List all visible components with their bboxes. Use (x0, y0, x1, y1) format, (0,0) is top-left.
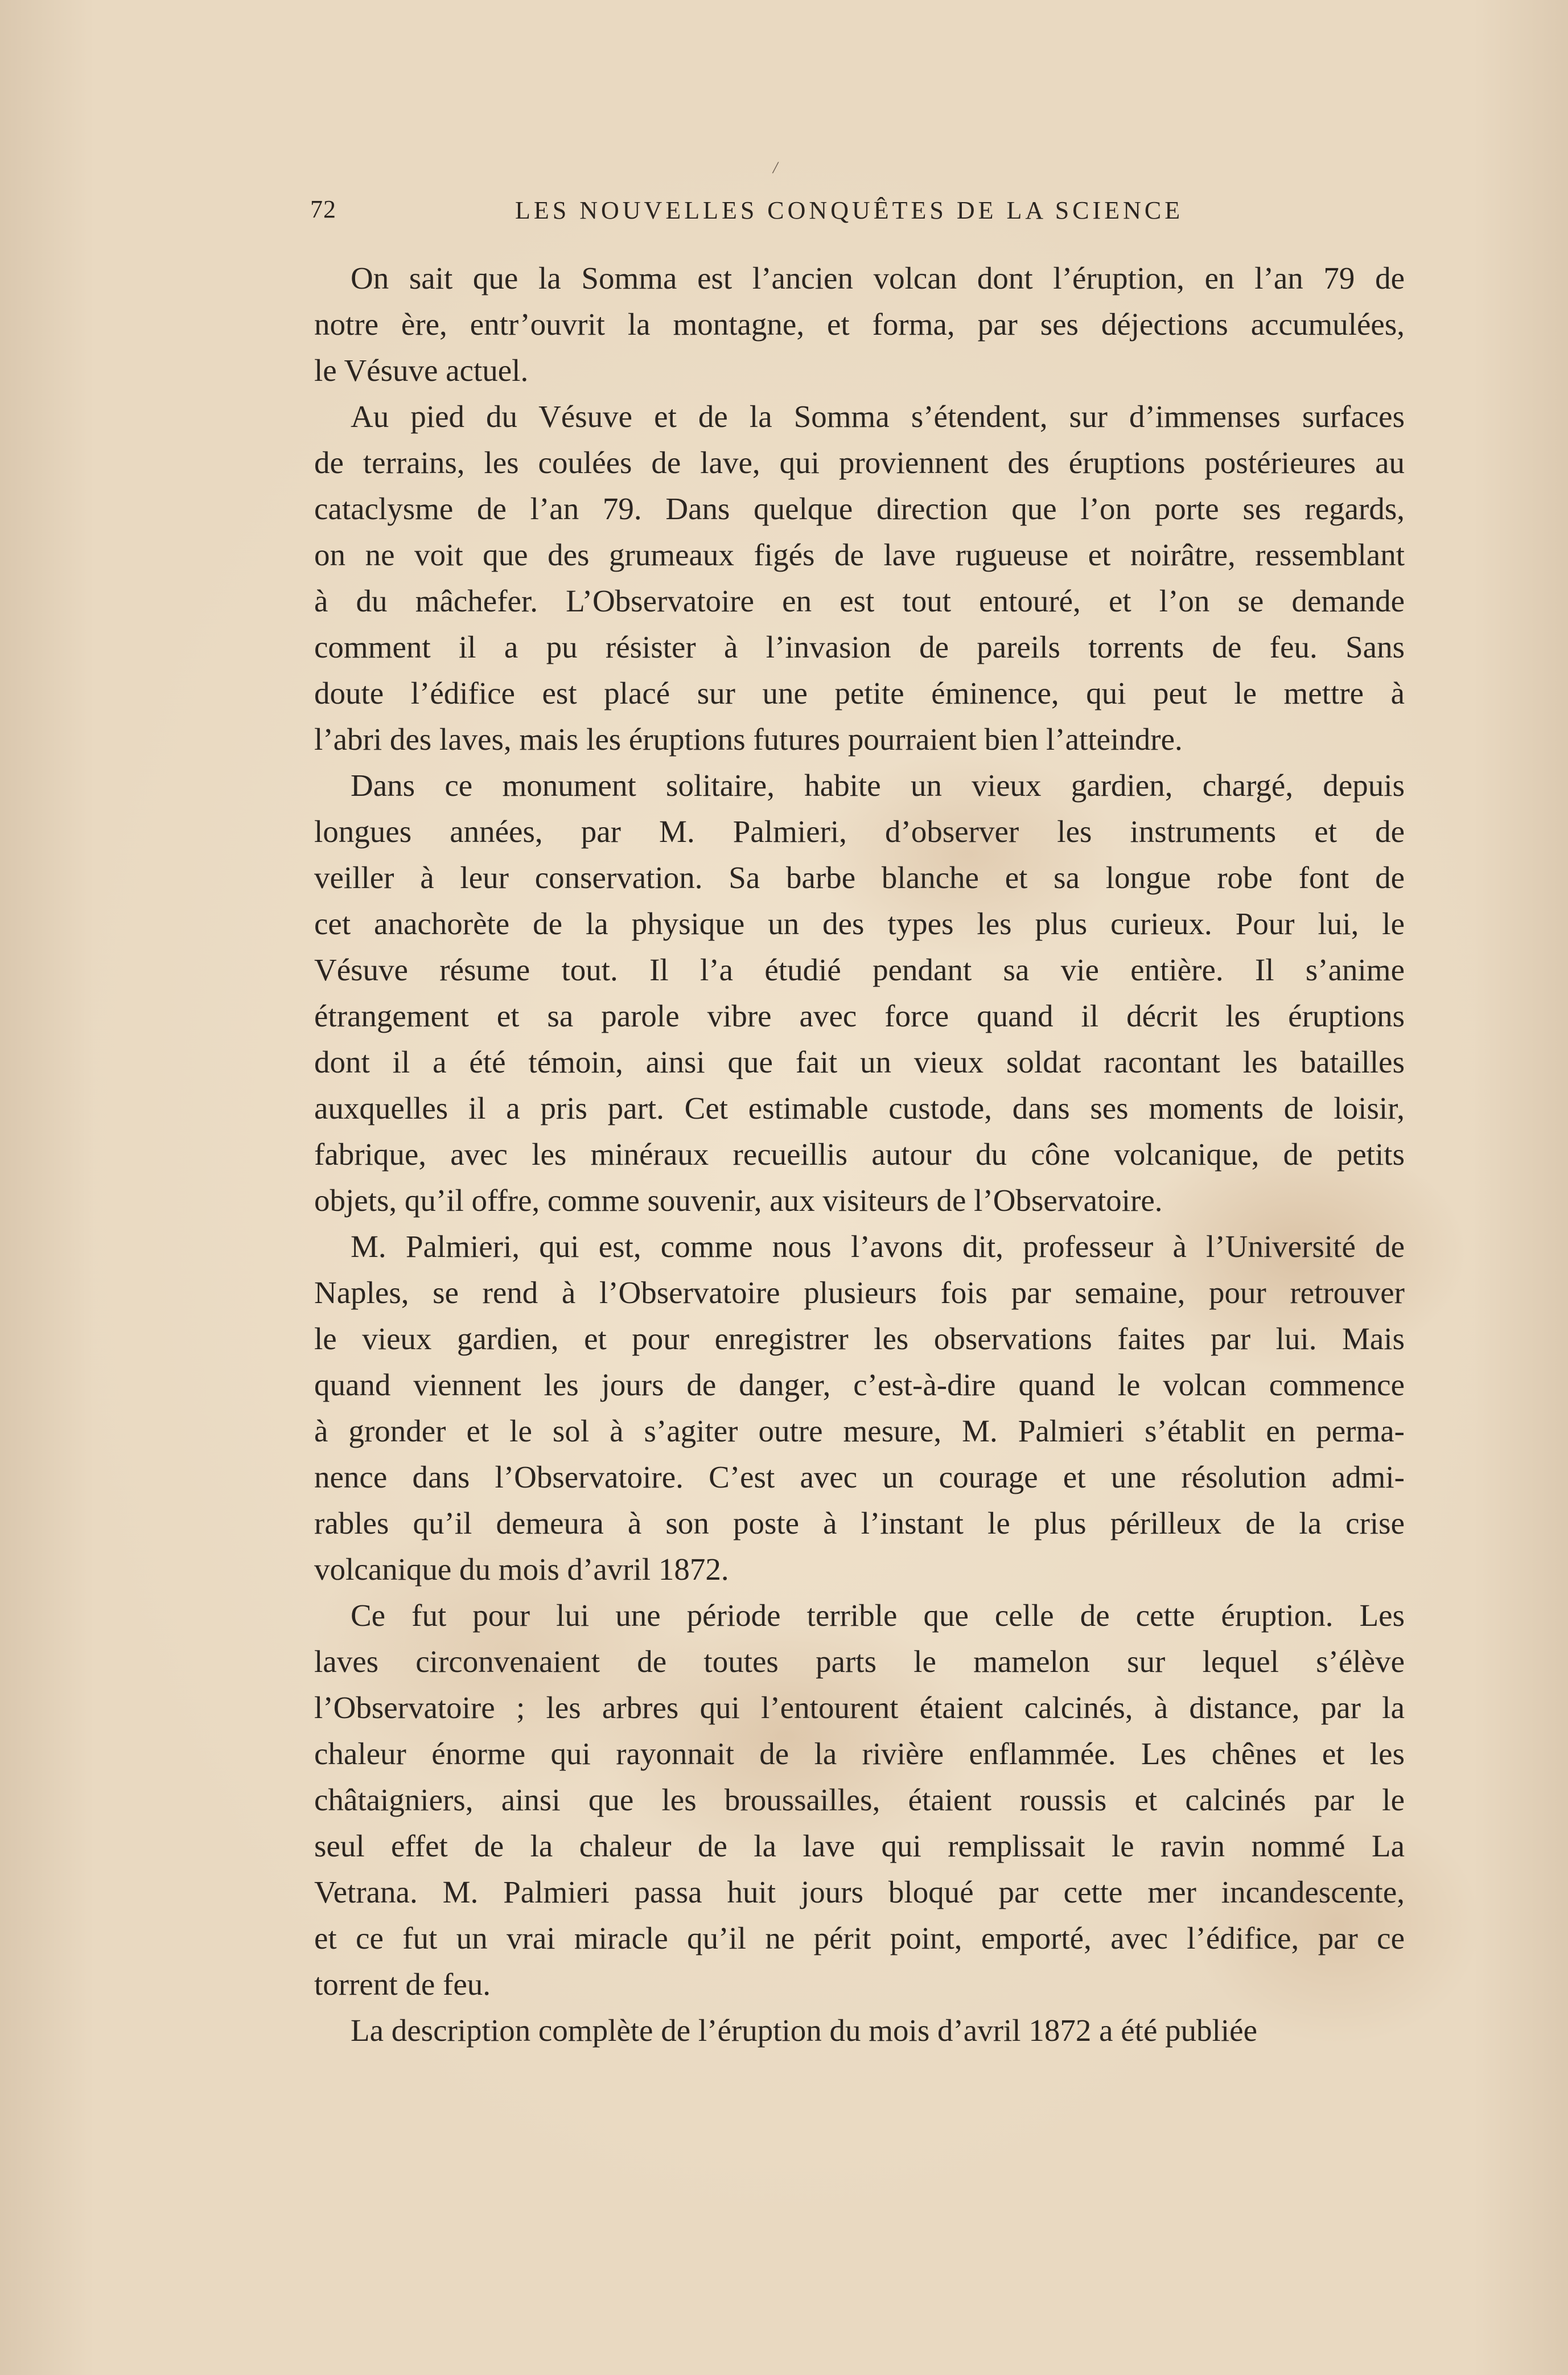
text-line: Naples, se rend à l’Observatoire plusieurs fois par semaine, pour retrouver (314, 1275, 1405, 1310)
text-line: Ce fut pour lui une période terrible que celle de cette éruption. Les (351, 1598, 1405, 1633)
text-line: Vésuve résume tout. Il l’a étudié pendant sa vie entière. Il s’anime (314, 952, 1405, 987)
body-text (314, 255, 1405, 2053)
text-line: on ne voit que des grumeaux figés de lave rugueuse et noirâtre, ressemblant (314, 537, 1405, 572)
paragraph (314, 255, 1405, 393)
text-line: Vetrana. M. Palmieri passa huit jours bloqué par cette mer incandescente, (314, 1875, 1405, 1909)
text-line: rables qu’il demeura à son poste à l’instant le plus périlleux de la crise (314, 1506, 1405, 1540)
paragraph (314, 1223, 1405, 1592)
running-head: LES NOUVELLES CONQUÊTES DE LA SCIENCE (515, 196, 1184, 224)
text-line: longues années, par M. Palmieri, d’observer les instruments et de (314, 814, 1405, 849)
text-line: torrent de feu. (314, 1967, 491, 2002)
text-line: La description complète de l’éruption du mois d’avril 1872 a été publiée (351, 2013, 1257, 2048)
text-line: cet anachorète de la physique un des types les plus curieux. Pour lui, le (314, 906, 1405, 941)
text-line: objets, qu’il offre, comme souvenir, aux visiteurs de l’Observatoire. (314, 1183, 1163, 1218)
text-line: laves circonvenaient de toutes parts le mamelon sur lequel s’élève (314, 1644, 1405, 1679)
text-line: fabrique, avec les minéraux recueillis autour du cône volcanique, de petits (314, 1137, 1405, 1172)
text-line: auxquelles il a pris part. Cet estimable custode, dans ses moments de loisir, (314, 1091, 1405, 1125)
text-line: volcanique du mois d’avril 1872. (314, 1552, 729, 1587)
text-line: On sait que la Somma est l’ancien volcan dont l’éruption, en l’an 79 de (351, 261, 1405, 295)
text-line: M. Palmieri, qui est, comme nous l’avons dit, professeur à l’Université de (351, 1229, 1405, 1264)
paragraph (314, 762, 1405, 1223)
text-line: à gronder et le sol à s’agiter outre mesure, M. Palmieri s’établit en perma- (314, 1414, 1405, 1448)
text-line: Au pied du Vésuve et de la Somma s’étendent, sur d’immenses surfaces (351, 399, 1405, 434)
text-line: châtaigniers, ainsi que les broussailles, étaient roussis et calcinés par le (314, 1782, 1405, 1817)
text-line: seul effet de la chaleur de la lave qui remplissait le ravin nommé La (314, 1828, 1405, 1863)
text-line: Dans ce monument solitaire, habite un vieux gardien, chargé, depuis (351, 768, 1405, 803)
text-line: et ce fut un vrai miracle qu’il ne périt point, emporté, avec l’édifice, par ce (314, 1921, 1405, 1955)
text-line: notre ère, entr’ouvrit la montagne, et forma, par ses déjections accumulées, (314, 307, 1405, 342)
text-line: à du mâchefer. L’Observatoire en est tout entouré, et l’on se demande (314, 584, 1405, 618)
text-line: cataclysme de l’an 79. Dans quelque direction que l’on porte ses regards, (314, 491, 1405, 526)
text-line: nence dans l’Observatoire. C’est avec un courage et une résolution admi- (314, 1460, 1405, 1494)
text-line: doute l’édifice est placé sur une petite éminence, qui peut le mettre à (314, 676, 1405, 710)
text-line: quand viennent les jours de danger, c’est-à-dire quand le volcan commence (314, 1367, 1405, 1402)
text-line: le Vésuve actuel. (314, 353, 529, 388)
paragraph (314, 393, 1405, 762)
stray-ink-mark: / (773, 158, 778, 177)
text-line: veiller à leur conservation. Sa barbe blanche et sa longue robe font de (314, 860, 1405, 895)
text-line: l’Observatoire ; les arbres qui l’entourent étaient calcinés, à distance, par la (314, 1690, 1405, 1725)
text-line: dont il a été témoin, ainsi que fait un vieux soldat racontant les batailles (314, 1045, 1405, 1079)
text-line: comment il a pu résister à l’invasion de pareils torrents de feu. Sans (314, 630, 1405, 664)
paragraph (314, 1592, 1405, 2007)
page-header (310, 195, 1184, 229)
text-line: le vieux gardien, et pour enregistrer les observations faites par lui. Mais (314, 1321, 1405, 1356)
text-line: de terrains, les coulées de lave, qui proviennent des éruptions postérieures au (314, 445, 1405, 480)
text-line: l’abri des laves, mais les éruptions futures pourraient bien l’atteindre. (314, 722, 1183, 757)
paragraph (314, 2007, 1405, 2053)
page-number: 72 (310, 195, 336, 223)
text-line: chaleur énorme qui rayonnait de la rivière enflammée. Les chênes et les (314, 1736, 1405, 1771)
text-line: étrangement et sa parole vibre avec force quand il décrit les éruptions (314, 999, 1405, 1033)
